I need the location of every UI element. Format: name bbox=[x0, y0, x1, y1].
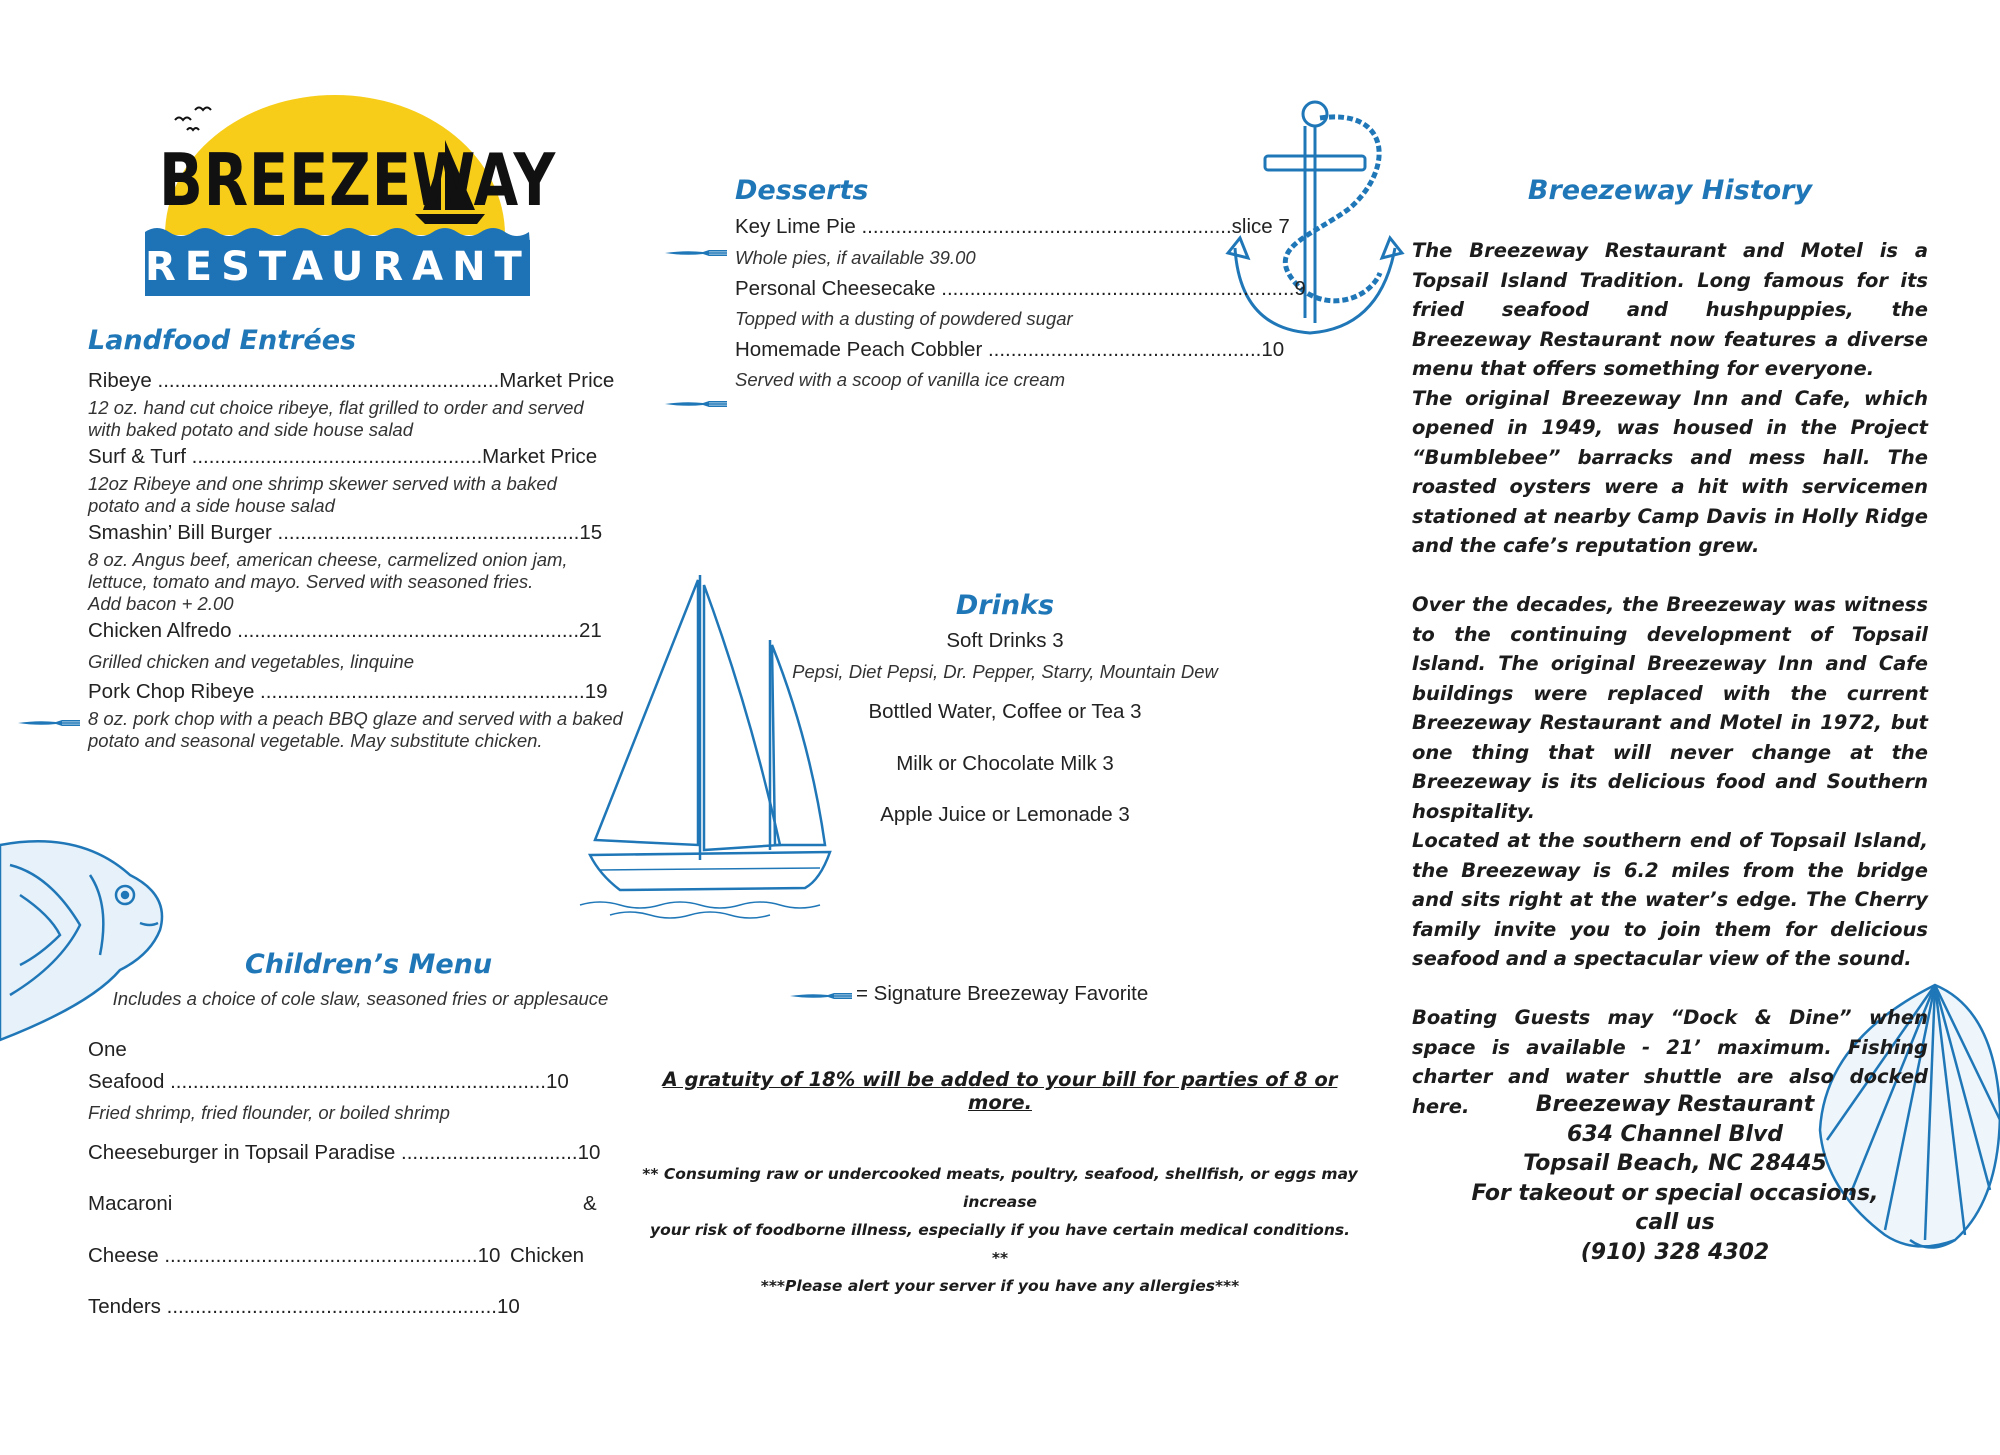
history-paragraph: Boating Guests may “Dock & Dine” when space is available - 21’ maximum. Fishing charter and water shuttle are also docked here. bbox=[1412, 1006, 1928, 1118]
menu-item-ribeye: Ribeye ............................................................Market Price bbox=[88, 369, 615, 392]
food-warning bbox=[640, 1160, 1360, 1300]
gratuity-note: A gratuity of 18% will be added to your bill for parties of 8 or more. bbox=[662, 1068, 1338, 1114]
food-warning-line2: your risk of foodborne illness, especially if you have certain medical conditions. ** bbox=[650, 1221, 1350, 1267]
children-item-macaroni: Macaroni bbox=[88, 1192, 173, 1215]
address-cta: For takeout or special occasions, call us bbox=[1471, 1180, 1879, 1235]
address-name: Breezeway Restaurant bbox=[1535, 1092, 1815, 1117]
children-item-chicken: Chicken bbox=[510, 1244, 585, 1267]
bird-icon bbox=[175, 118, 191, 121]
dessert-item-cheesecake: Personal Cheesecake ..............................................................9 bbox=[735, 277, 1306, 300]
dessert-desc-key-lime: Whole pies, if available 39.00 bbox=[735, 247, 976, 268]
children-one: One bbox=[88, 1038, 127, 1061]
drinks-title: Drinks bbox=[955, 590, 1055, 621]
signature-fork-icon bbox=[790, 991, 854, 1001]
fish-icon bbox=[0, 835, 170, 1045]
menu-desc-burger: 8 oz. Angus beef, american cheese, carmelized onion jam, lettuce, tomato and mayo. Served with seasoned fries. bbox=[88, 549, 568, 592]
menu-desc-ribeye: 12 oz. hand cut choice ribeye, flat grilled to order and served with baked potato and side house salad bbox=[88, 397, 584, 440]
history-paragraph: Located at the southern end of Topsail Island, the Breezeway is 6.2 miles from the bridge and sits right at the water’s edge. The Cherry family invite you to join them for delicious seafood and a spectacular view of the sound. bbox=[1412, 829, 1928, 970]
children-item-tenders: Tenders ..........................................................10 bbox=[88, 1295, 520, 1318]
food-warning-line1: ** Consuming raw or undercooked meats, poultry, seafood, shellfish, or eggs may increase bbox=[642, 1165, 1358, 1211]
menu-item-surf-turf: Surf & Turf ...................................................Market Price bbox=[88, 445, 598, 468]
desserts-title: Desserts bbox=[735, 175, 869, 206]
history-paragraph: The Breezeway Restaurant and Motel is a Topsail Island Tradition. Long famous for its fried seafood and hushpuppies, the Breezeway Restaurant now features a diverse menu that offers something for everyone. bbox=[1412, 239, 1928, 380]
landfood-title: Landfood Entrées bbox=[88, 325, 357, 356]
drink-soft: Soft Drinks 3 bbox=[946, 629, 1064, 652]
history-text bbox=[1412, 236, 1928, 1121]
drink-milk: Milk or Chocolate Milk 3 bbox=[896, 752, 1114, 775]
dessert-item-peach-cobbler: Homemade Peach Cobbler ................................................10 bbox=[735, 338, 1285, 361]
drink-soft-desc: Pepsi, Diet Pepsi, Dr. Pepper, Starry, Mountain Dew bbox=[792, 661, 1218, 682]
signature-legend: = Signature Breezeway Favorite bbox=[856, 982, 1149, 1005]
signature-fork-icon bbox=[18, 718, 82, 728]
menu-item-chicken-alfredo: Chicken Alfredo ............................................................21 bbox=[88, 619, 602, 642]
logo-name: BREEZEWAY bbox=[159, 138, 556, 222]
drink-water: Bottled Water, Coffee or Tea 3 bbox=[868, 700, 1142, 723]
address-block bbox=[1455, 1090, 1895, 1267]
history-paragraph: Over the decades, the Breezeway was witness to the continuing development of Topsail Island. The original Breezeway Inn and Cafe buildings were replaced with the current Breezeway Restaurant and Motel in 1972, but one thing that will never change at the Breezeway is its delicious food and Southern hospitality. bbox=[1412, 593, 1928, 823]
children-item-cheese: Cheese .......................................................10 bbox=[88, 1244, 501, 1267]
signature-fork-icon bbox=[665, 248, 729, 258]
menu-item-burger: Smashin’ Bill Burger .....................................................15 bbox=[88, 521, 603, 544]
bird-icon bbox=[187, 128, 199, 130]
children-item-cheeseburger: Cheeseburger in Topsail Paradise ...............................10 bbox=[88, 1141, 601, 1164]
restaurant-logo bbox=[145, 100, 556, 296]
menu-extra-burger: Add bacon + 2.00 bbox=[88, 593, 234, 614]
dessert-item-key-lime: Key Lime Pie .................................................................slice 7 bbox=[735, 215, 1290, 238]
dessert-desc-peach-cobbler: Served with a scoop of vanilla ice cream bbox=[735, 369, 1066, 390]
children-item-amp: & bbox=[583, 1192, 597, 1215]
children-title: Children’s Menu bbox=[245, 949, 493, 980]
address-street: 634 Channel Blvd bbox=[1566, 1121, 1784, 1147]
drink-juice: Apple Juice or Lemonade 3 bbox=[880, 803, 1130, 826]
history-title: Breezeway History bbox=[1527, 175, 1813, 206]
menu-desc-surf-turf: 12oz Ribeye and one shrimp skewer served with a baked potato and a side house salad bbox=[88, 473, 557, 516]
logo-sub: RESTAURANT bbox=[145, 244, 531, 290]
menu-desc-pork-chop: 8 oz. pork chop with a peach BBQ glaze and served with a baked potato and seasonal vegetable. May substitute chicken. bbox=[88, 708, 623, 751]
address-city: Topsail Beach, NC 28445 bbox=[1523, 1151, 1827, 1176]
address-phone: (910) 328 4302 bbox=[1580, 1239, 1770, 1265]
children-item-seafood: Seafood ..................................................................10 bbox=[88, 1070, 569, 1093]
history-paragraph: The original Breezeway Inn and Cafe, which opened in 1949, was housed in the Project “Bumblebee” barracks and mess hall. The roasted oysters were a hit with servicemen stationed at nearby Camp Davis in Holly Ridge and the cafe’s reputation grew. bbox=[1412, 386, 1928, 557]
children-subtitle: Includes a choice of cole slaw, seasoned fries or applesauce bbox=[112, 988, 609, 1009]
menu-item-pork-chop: Pork Chop Ribeye .........................................................19 bbox=[88, 680, 608, 703]
children-desc-seafood: Fried shrimp, fried flounder, or boiled shrimp bbox=[88, 1102, 450, 1123]
dessert-desc-cheesecake: Topped with a dusting of powdered sugar bbox=[735, 308, 1073, 329]
menu-desc-chicken-alfredo: Grilled chicken and vegetables, linquine bbox=[88, 651, 415, 672]
signature-fork-icon bbox=[665, 399, 729, 409]
bird-icon bbox=[195, 108, 211, 111]
food-warning-line3: ***Please alert your server if you have any allergies*** bbox=[760, 1277, 1240, 1295]
